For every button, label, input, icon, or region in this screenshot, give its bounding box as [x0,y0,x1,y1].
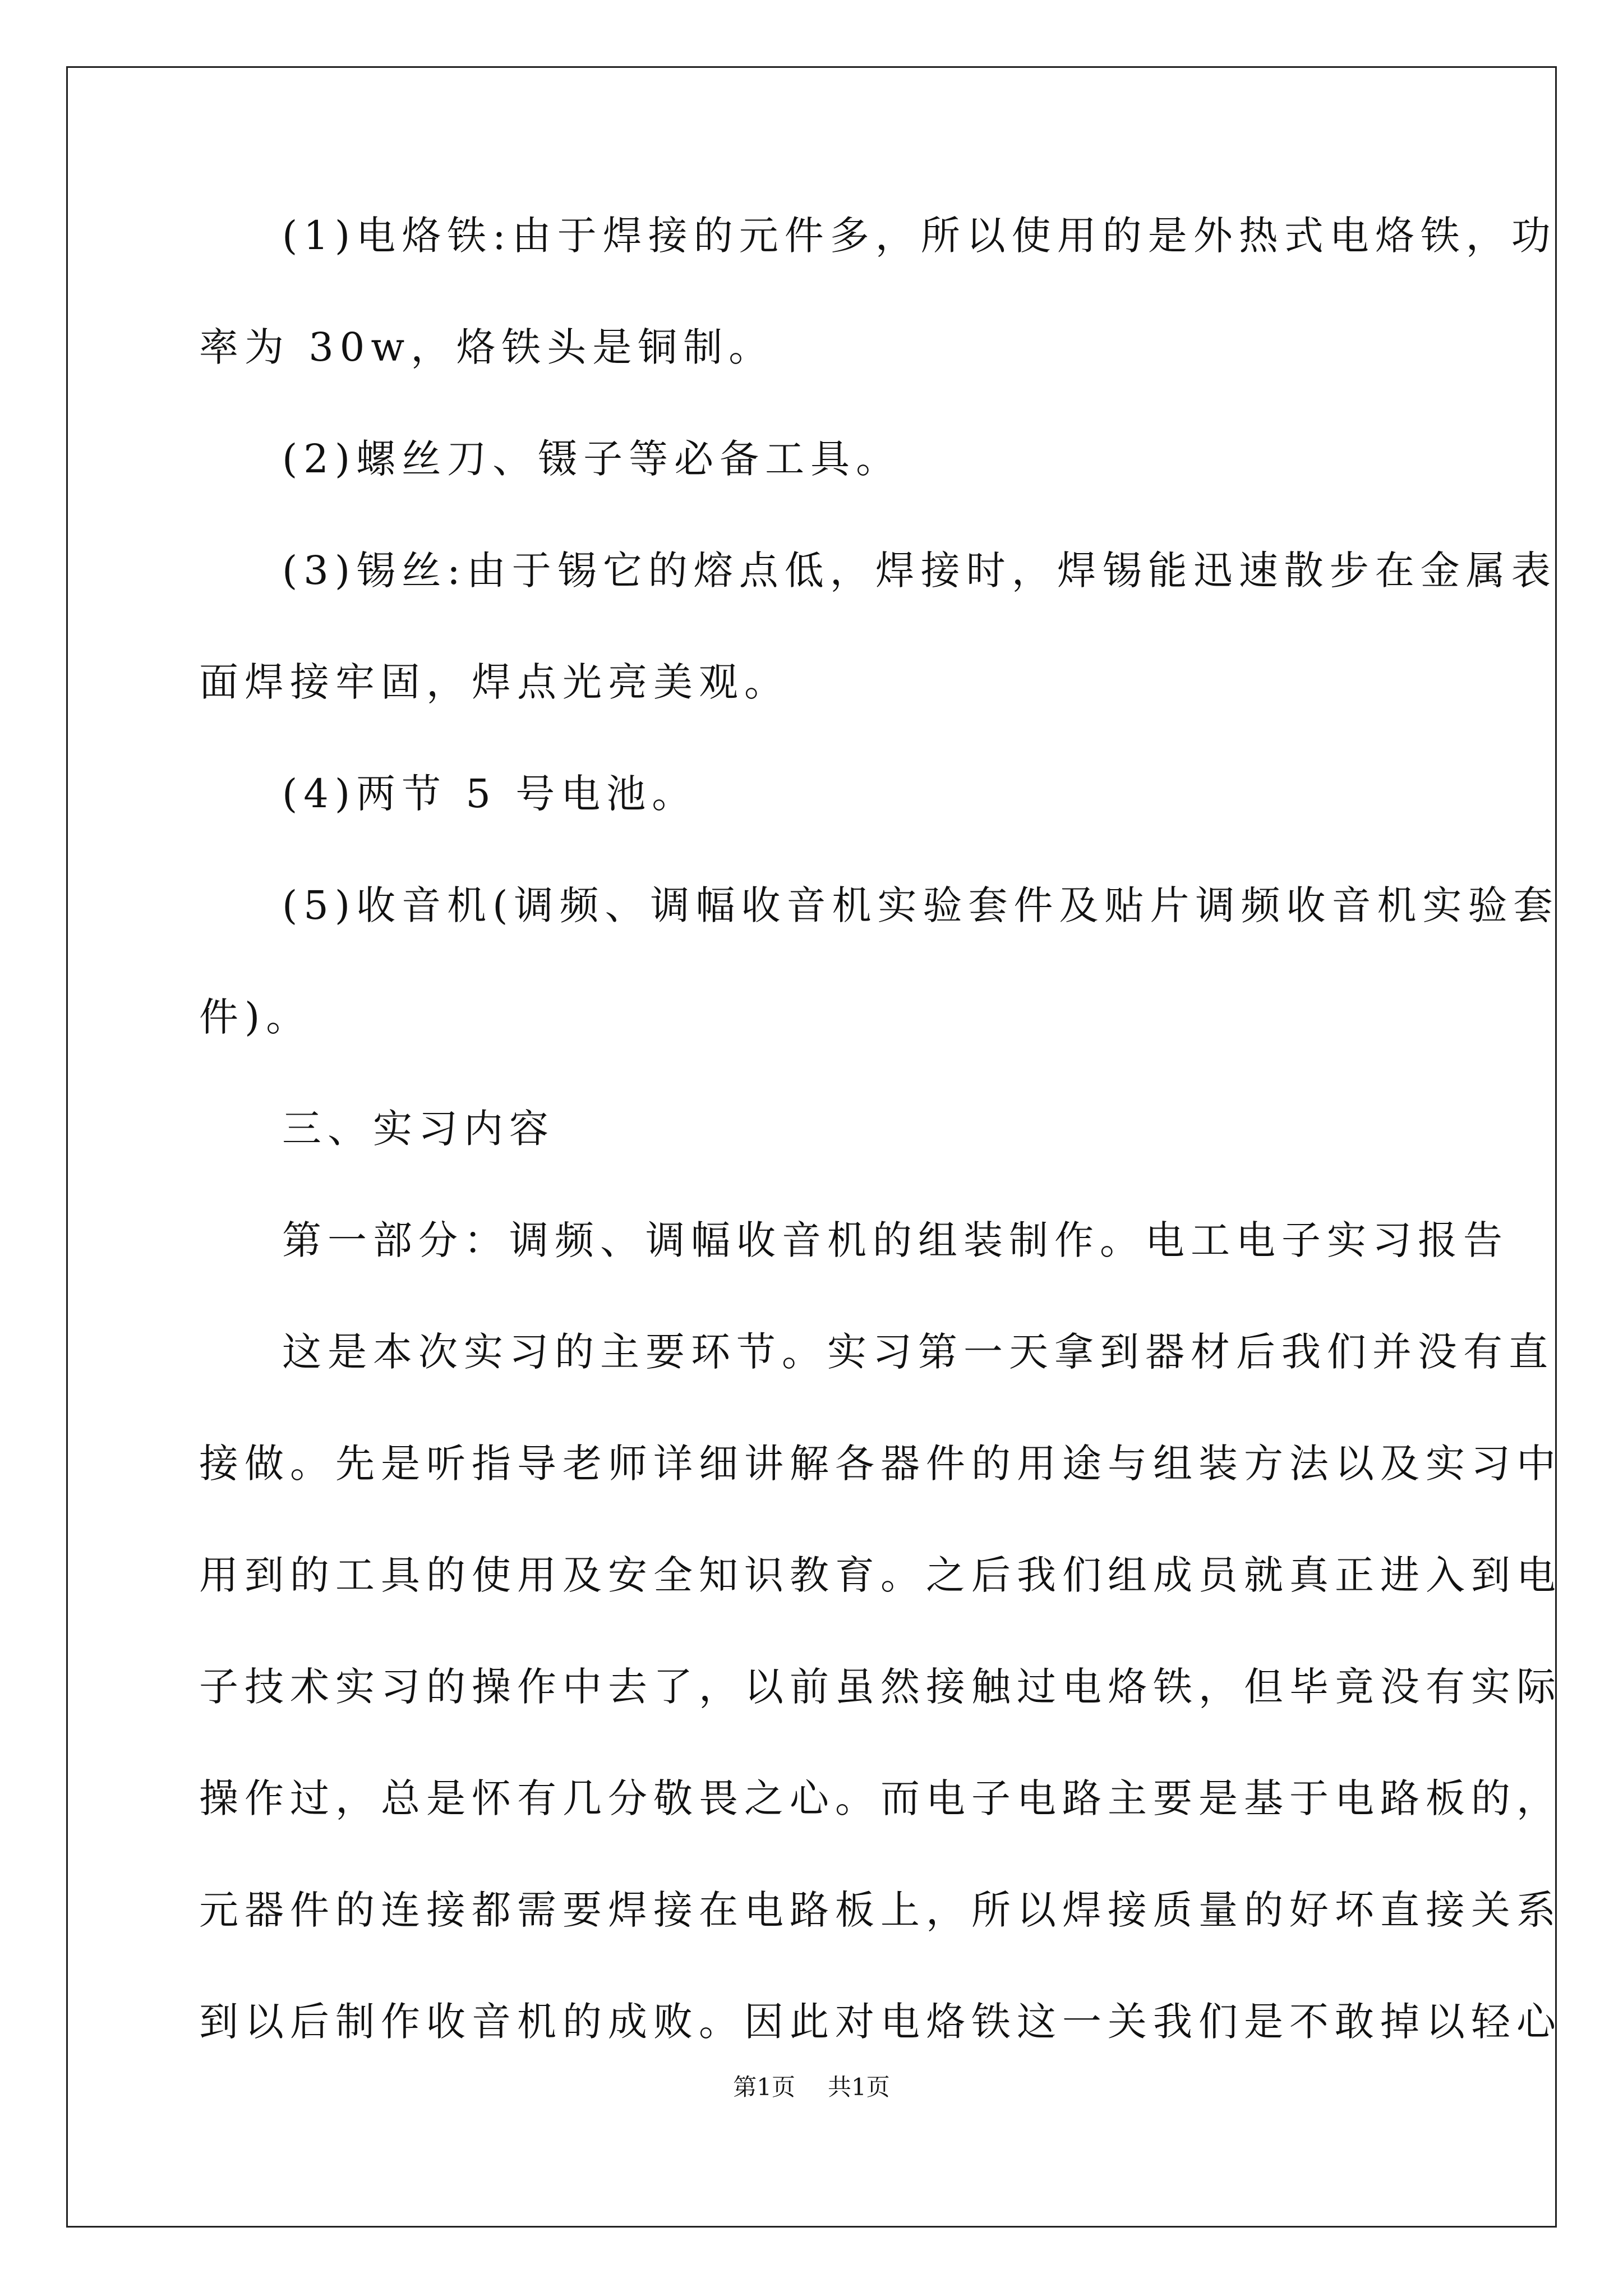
text-line: 用到的工具的使用及安全知识教育。之后我们组成员就真正进入到电 [199,1552,1562,1598]
text-line: (4)两节 5 号电池。 [282,771,698,817]
page-number: 第1页 [733,2073,795,2101]
text-line: 率为 30w，烙铁头是铜制。 [199,324,774,370]
text-line: (1)电烙铁:由于焊接的元件多，所以使用的是外热式电烙铁，功 [282,213,1557,259]
text-line: 件)。 [199,994,312,1040]
text-line: 接做。先是听指导老师详细讲解各器件的用途与组装方法以及实习中 [199,1441,1562,1487]
text-line: (2)螺丝刀、镊子等必备工具。 [282,436,902,482]
text-line: 第一部分：调频、调幅收音机的组装制作。电工电子实习报告 [282,1217,1509,1263]
text-line: (3)锡丝:由于锡它的熔点低，焊接时，焊锡能迅速散步在金属表 [282,547,1557,593]
text-line: 这是本次实习的主要环节。实习第一天拿到器材后我们并没有直 [282,1329,1554,1375]
page-total: 共1页 [828,2073,890,2101]
document-body [199,213,1562,2114]
text-line: 操作过，总是怀有几分敬畏之心。而电子电路主要是基于电路板的， [199,1775,1562,1821]
text-line: 到以后制作收音机的成败。因此对电烙铁这一关我们是不敢掉以轻心 [199,1999,1562,2045]
text-line: 面焊接牢固，焊点光亮美观。 [199,659,790,705]
section-heading: 三、实习内容 [282,1106,555,1152]
text-line: (5)收音机(调频、调幅收音机实验套件及贴片调频收音机实验套 [282,882,1559,928]
text-line: 元器件的连接都需要焊接在电路板上，所以焊接质量的好坏直接关系 [199,1887,1562,1933]
page-footer [0,2073,1623,2101]
text-line: 子技术实习的操作中去了，以前虽然接触过电烙铁，但毕竟没有实际 [199,1664,1562,1710]
